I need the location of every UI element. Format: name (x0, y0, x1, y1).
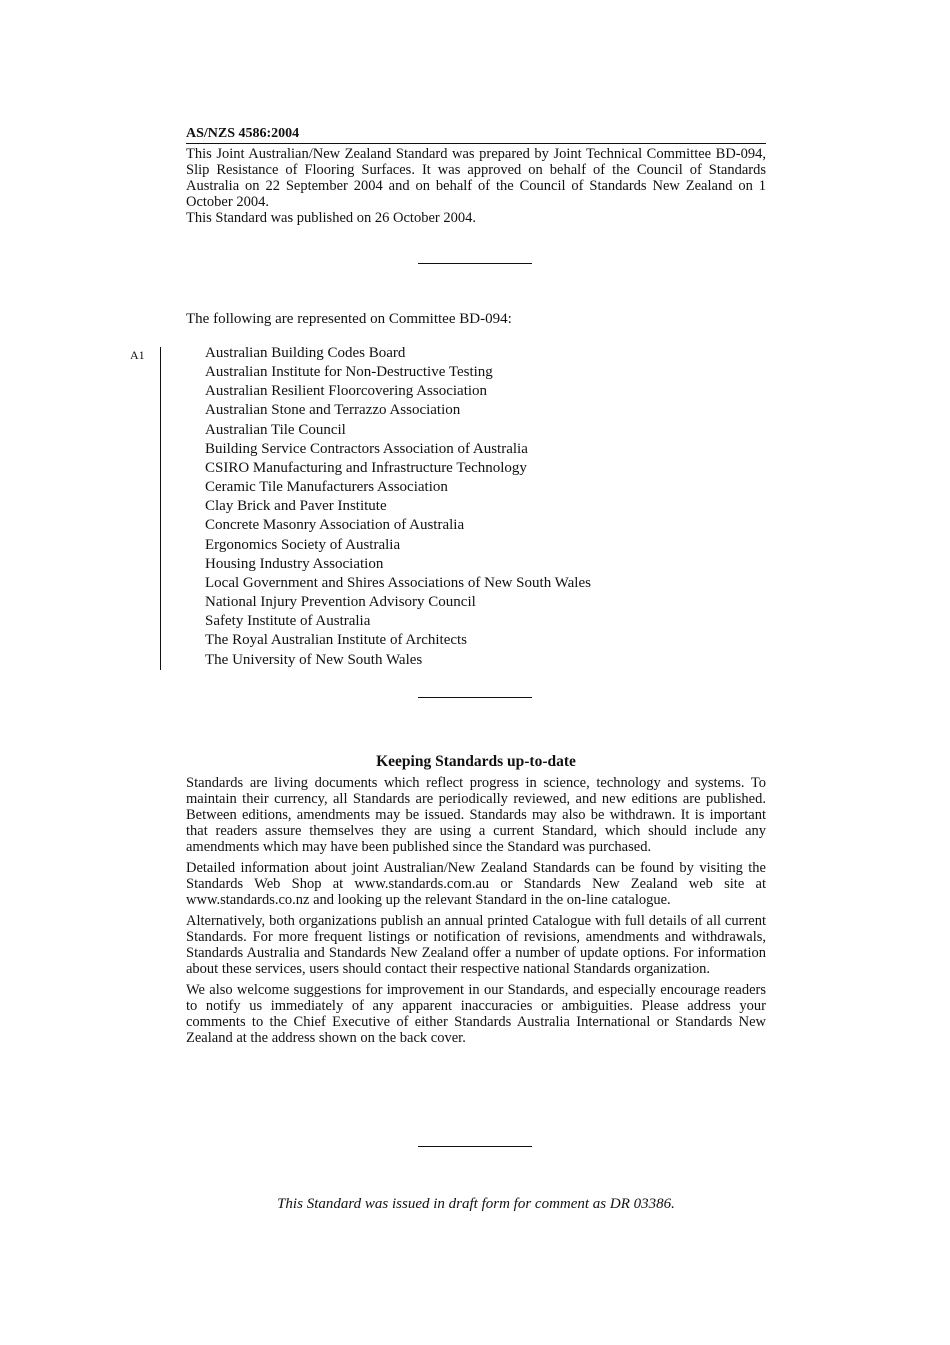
list-item: CSIRO Manufacturing and Infrastructure Technology (205, 459, 527, 476)
list-item: Clay Brick and Paver Institute (205, 498, 387, 515)
list-item: Australian Resilient Floorcovering Association (205, 383, 488, 400)
body-paragraph: Alternatively, both organizations publish an annual printed Catalogue with full details of all current Standards. For more frequent listings or notification of revisions, amendments and withdrawals, Standards Australia and Standards New Zealand offer a number of update options. For information about these services, users should contact their respective national Standards organization. (186, 913, 766, 977)
list-item: Ergonomics Society of Australia (205, 536, 401, 553)
section-divider (418, 263, 532, 264)
body-paragraph: We also welcome suggestions for improvement in our Standards, and especially encourage readers to notify us immediately of any apparent inaccuracies or ambiguities. Please address your comments to the Chief Executive of either Standards Australia International or Standards New Zealand at the address shown on the back cover. (186, 982, 766, 1046)
standard-code: AS/NZS 4586:2004 (186, 126, 766, 144)
publication-date: This Standard was published on 26 October 2004. (186, 210, 476, 226)
section-heading: Keeping Standards up-to-date (376, 753, 576, 770)
list-item: Safety Institute of Australia (205, 613, 371, 630)
amendment-marker: A1 (130, 348, 145, 362)
section-divider (418, 697, 532, 698)
list-item: Australian Building Codes Board (205, 345, 406, 361)
keeping-up-to-date-text (186, 775, 766, 1051)
body-paragraph: Detailed information about joint Australian/New Zealand Standards can be found by visiting the Standards Web Shop at www.standards.com.au or Standards New Zealand web site at www.standards.co.nz and looking up the relevant Standard in the on-line catalogue. (186, 860, 766, 908)
list-item: Local Government and Shires Associations of New South Wales (205, 574, 591, 591)
list-item: The Royal Australian Institute of Architects (205, 632, 468, 649)
list-item: Housing Industry Association (205, 555, 384, 572)
amendment-bar (160, 347, 161, 670)
list-item: Ceramic Tile Manufacturers Association (205, 479, 448, 496)
preparation-block (186, 146, 766, 226)
body-paragraph: Standards are living documents which reflect progress in science, technology and systems. To maintain their currency, all Standards are periodically reviewed, and new editions are published. Between editions, amendments may be issued. Standards may also be withdrawn. It is important that readers assure themselves they are using a current Standard, which should include any amendments which may have been published since the Standard was purchased. (186, 775, 766, 855)
committee-members-list (205, 344, 591, 670)
list-item: Australian Institute for Non-Destructive Testing (205, 364, 493, 381)
list-item: Australian Tile Council (205, 421, 346, 438)
section-divider (418, 1146, 532, 1147)
list-item: Building Service Contractors Association of Australia (205, 440, 528, 457)
list-item: Australian Stone and Terrazzo Association (205, 402, 461, 419)
list-item: National Injury Prevention Advisory Council (205, 594, 476, 611)
list-item: The University of New South Wales (205, 651, 423, 668)
committee-intro: The following are represented on Committee BD-094: (186, 311, 512, 327)
list-item: Concrete Masonry Association of Australia (205, 517, 465, 534)
draft-note: This Standard was issued in draft form for comment as DR 03386. (277, 1196, 675, 1212)
preparation-paragraph: This Joint Australian/New Zealand Standard was prepared by Joint Technical Committee BD-094, Slip Resistance of Flooring Surfaces. It was approved on behalf of the Council of Standards Australia on 22 September 2004 and on behalf of the Council of Standards New Zealand on 1 October 2004. (186, 146, 766, 210)
